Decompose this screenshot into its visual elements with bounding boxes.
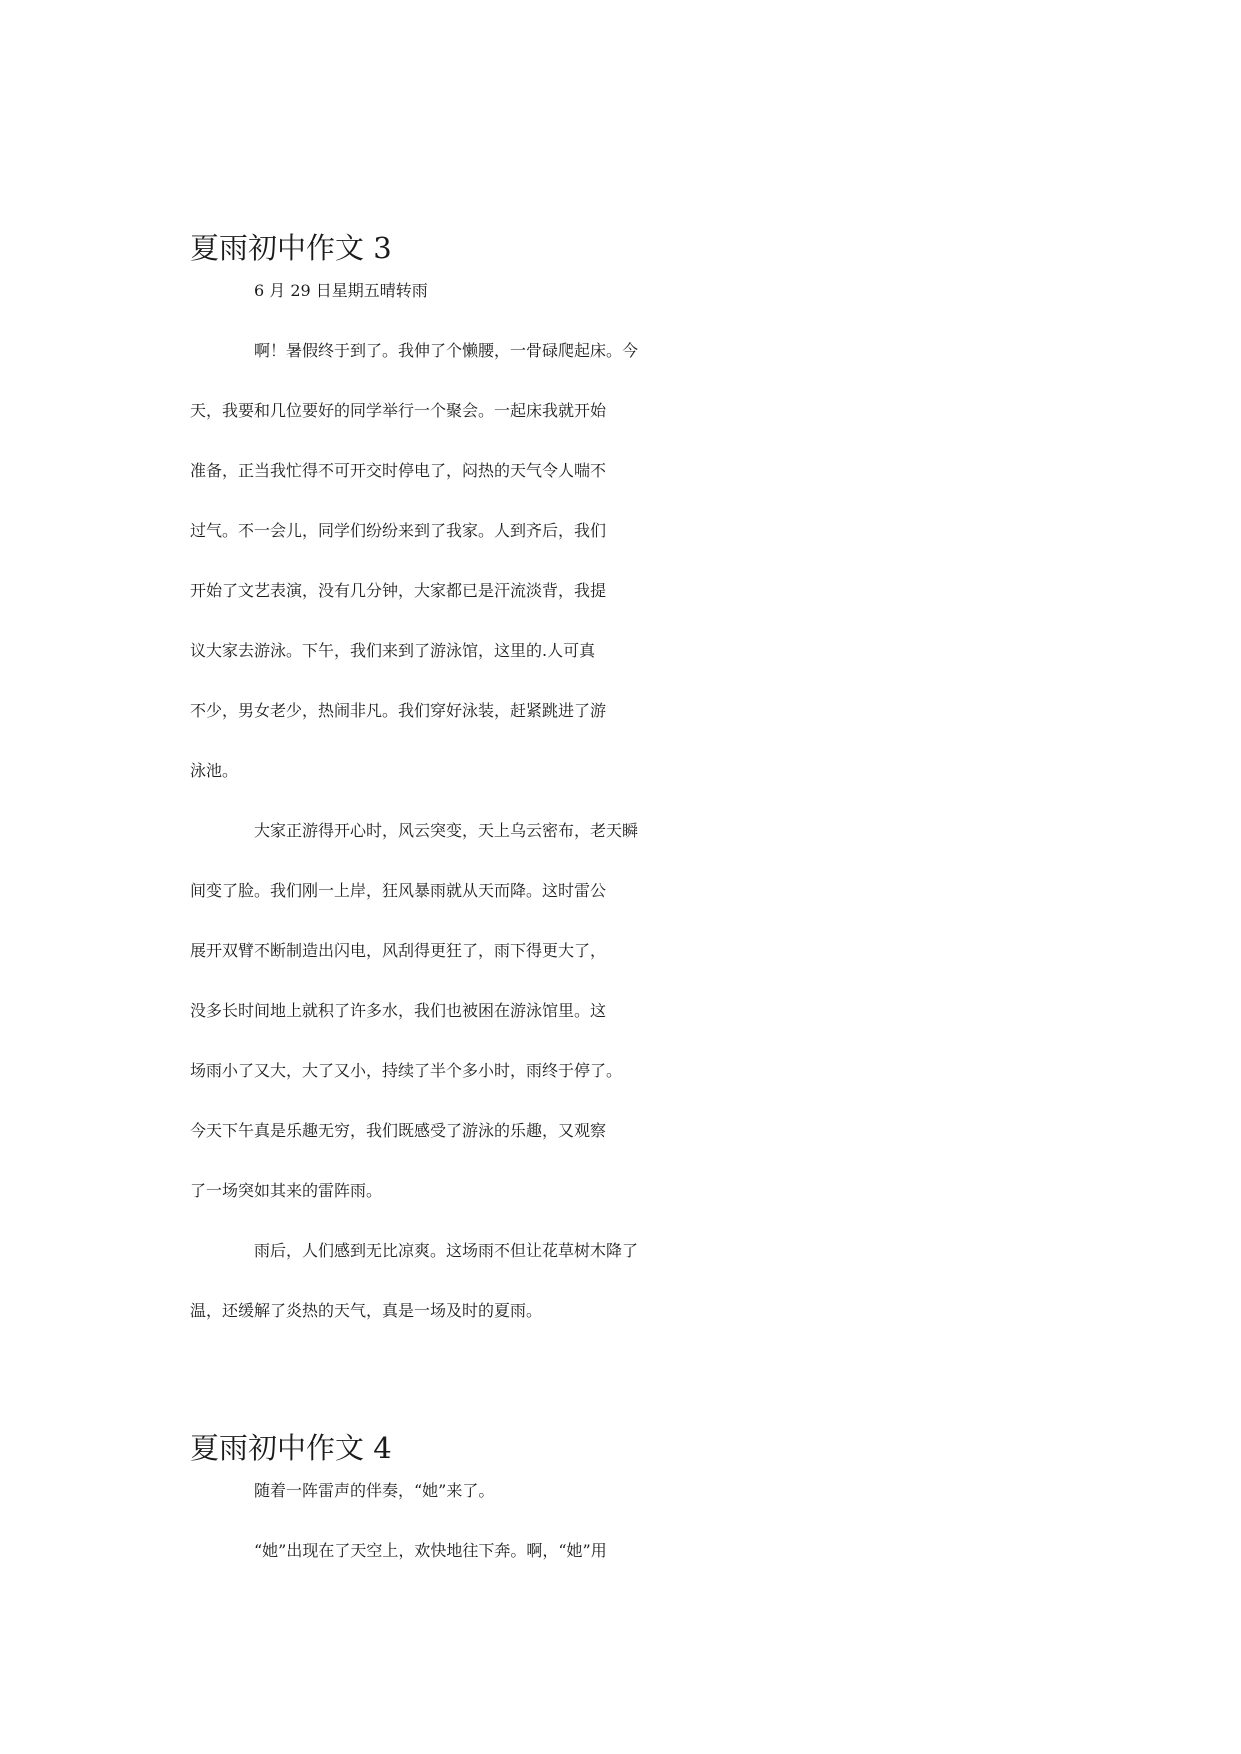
paragraph-1: [190, 338, 1052, 818]
text-line: 天，我要和几位要好的同学举行一个聚会。一起床我就开始: [190, 401, 607, 420]
text-line: 今天下午真是乐趣无穷，我们既感受了游泳的乐趣，又观察: [190, 1121, 607, 1140]
section-title-4: 夏雨初中作文 4: [190, 1431, 392, 1465]
paragraph-4: [190, 1478, 1052, 1538]
text-line: 啊！暑假终于到了。我伸了个懒腰，一骨碌爬起床。今: [254, 341, 639, 360]
text-line: 不少，男女老少，热闹非凡。我们穿好泳装，赶紧跳进了游: [190, 701, 607, 720]
text-line: 间变了脸。我们刚一上岸，狂风暴雨就从天而降。这时雷公: [190, 881, 607, 900]
diary-date-line: 6 月 29 日星期五晴转雨: [254, 281, 428, 300]
diary-date-paragraph: [190, 278, 1052, 338]
text-line: 展开双臂不断制造出闪电，风刮得更狂了，雨下得更大了，: [190, 941, 607, 960]
text-line: 准备，正当我忙得不可开交时停电了，闷热的天气令人喘不: [190, 461, 607, 480]
section-title-3: 夏雨初中作文 3: [190, 231, 392, 265]
text-line: 场雨小了又大，大了又小，持续了半个多小时，雨终于停了。: [190, 1061, 623, 1080]
paragraph-2: [190, 818, 1052, 1238]
text-line: 没多长时间地上就积了许多水，我们也被困在游泳馆里。这: [190, 1001, 607, 1020]
text-line: 随着一阵雷声的伴奏，“她”来了。: [254, 1481, 495, 1500]
paragraph-5: [190, 1538, 1052, 1598]
text-line: 雨后，人们感到无比凉爽。这场雨不但让花草树木降了: [254, 1241, 639, 1260]
text-line: 温，还缓解了炎热的天气，真是一场及时的夏雨。: [190, 1301, 543, 1320]
text-line: 议大家去游泳。下午，我们来到了游泳馆，这里的.人可真: [190, 641, 596, 660]
paragraph-3: [190, 1238, 1052, 1358]
document-body: [190, 218, 1052, 1598]
text-line: 泳池。: [190, 761, 239, 780]
text-line: “她”出现在了天空上，欢快地往下奔。啊，“她”用: [254, 1541, 607, 1560]
text-line: 大家正游得开心时，风云突变，天上乌云密布，老天瞬: [254, 821, 639, 840]
text-line: 了一场突如其来的雷阵雨。: [190, 1181, 383, 1200]
text-line: 开始了文艺表演，没有几分钟，大家都已是汗流淡背，我提: [190, 581, 607, 600]
section-spacer: [190, 1358, 1052, 1418]
text-line: 过气。不一会儿，同学们纷纷来到了我家。人到齐后，我们: [190, 521, 607, 540]
